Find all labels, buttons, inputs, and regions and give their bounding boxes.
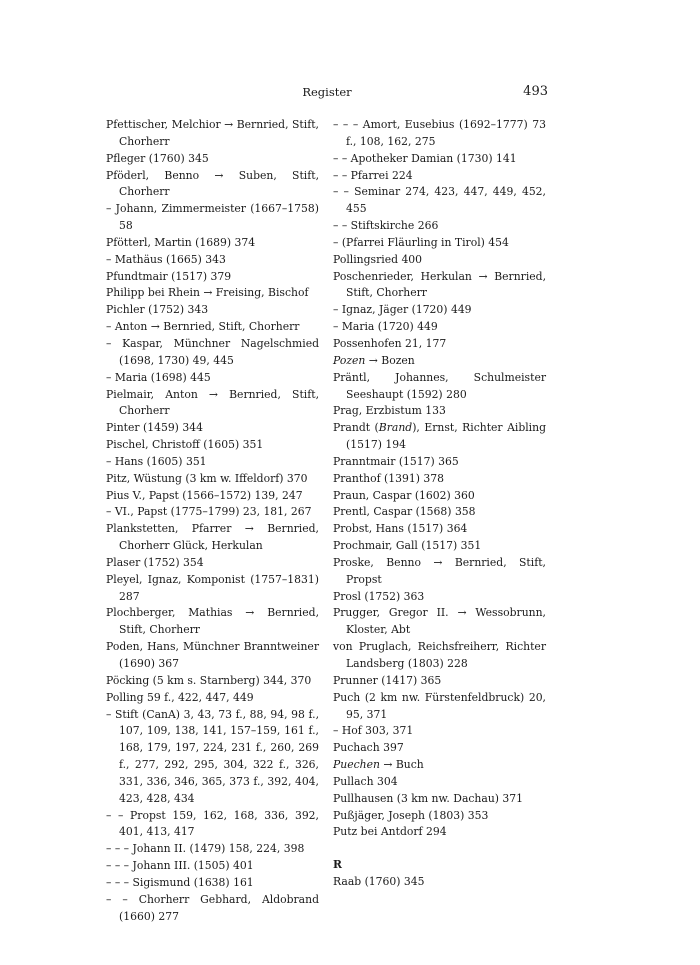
index-entry: – – – Johann III. (1505) 401	[106, 859, 254, 873]
index-entry: – Johann, Zimmermeister (1667–1758) 58	[106, 202, 319, 233]
index-entry: – Maria (1720) 449	[333, 320, 438, 334]
index-entry: Pöcking (5 km s. Starnberg) 344, 370	[106, 673, 312, 687]
index-entry: Poschenrieder, Herkulan → Bernried, Stift, Chorherr	[333, 269, 546, 300]
index-entry: Pranntmair (1517) 365	[333, 454, 459, 468]
index-entry: – Anton → Bernried, Stift, Chorherr	[106, 320, 300, 334]
index-entry: Prentl, Caspar (1568) 358	[333, 505, 476, 519]
index-entry: – Ignaz, Jäger (1720) 449	[333, 303, 472, 317]
index-column-right	[333, 117, 546, 891]
index-entry: Prugger, Gregor II. → Wessobrunn, Kloster, Abt	[333, 606, 546, 637]
index-entry: – Hans (1605) 351	[106, 454, 207, 468]
index-entry: – – – Johann II. (1479) 158, 224, 398	[106, 842, 305, 856]
index-entry: Prag, Erzbistum 133	[333, 404, 446, 418]
section-spacer	[333, 841, 546, 857]
section-letter: R	[333, 858, 342, 872]
index-entry: Präntl, Johannes, Schulmeister Seeshaupt (1592) 280	[333, 370, 546, 401]
index-entry: Raab (1760) 345	[333, 875, 425, 889]
index-entry: Pföderl, Benno → Suben, Stift, Chorherr	[106, 168, 319, 199]
index-entry: Pußjäger, Joseph (1803) 353	[333, 808, 489, 822]
index-entry: Prunner (1417) 365	[333, 673, 442, 687]
index-entry: Prochmair, Gall (1517) 351	[333, 539, 482, 553]
index-entry: Pius V., Papst (1566–1572) 139, 247	[106, 488, 303, 502]
index-entry: – Kaspar, Münchner Nagelschmied (1698, 1730) 49, 445	[106, 336, 319, 367]
index-entry: Pleyel, Ignaz, Komponist (1757–1831) 287	[106, 572, 319, 603]
index-entry: Plankstetten, Pfarrer → Bernried, Chorherr Glück, Herkulan	[106, 522, 319, 553]
index-entry: – – – Sigismund (1638) 161	[106, 875, 254, 889]
index-entry: Possenhofen 21, 177	[333, 336, 447, 350]
index-entry: Plaser (1752) 354	[106, 555, 204, 569]
index-column-left	[106, 117, 319, 926]
index-entry: Pfundtmair (1517) 379	[106, 269, 232, 283]
index-entry: Poden, Hans, Münchner Branntweiner (1690) 367	[106, 640, 319, 670]
index-entry: – VI., Papst (1775–1799) 23, 181, 267	[106, 505, 312, 519]
index-entry: Putz bei Antdorf 294	[333, 825, 447, 839]
page-header	[106, 85, 548, 103]
index-entry: – Mathäus (1665) 343	[106, 252, 226, 266]
page-number: 493	[523, 84, 548, 99]
index-entry: – Hof 303, 371	[333, 724, 414, 738]
index-entry: Puchach 397	[333, 741, 404, 755]
index-entry: – – Propst 159, 162, 168, 336, 392, 401, 413, 417	[106, 808, 319, 839]
index-entry: von Pruglach, Reichsfreiherr, Richter Landsberg (1803) 228	[333, 640, 546, 670]
index-entry: Probst, Hans (1517) 364	[333, 522, 468, 536]
index-entry: Pfettischer, Melchior → Bernried, Stift, Chorherr	[106, 118, 319, 148]
index-entry: Proske, Benno → Bernried, Stift, Propst	[333, 555, 546, 586]
index-entry: – (Pfarrei Fläurling in Tirol) 454	[333, 235, 509, 249]
index-entry: – – Seminar 274, 423, 447, 449, 452, 455	[333, 185, 546, 216]
index-entry: Pollingsried 400	[333, 252, 423, 266]
index-entry: Pischel, Christoff (1605) 351	[106, 438, 264, 452]
index-entry: Pfötterl, Martin (1689) 374	[106, 235, 256, 249]
index-entry: – – Stiftskirche 266	[333, 219, 439, 233]
index-entry: Pullhausen (3 km nw. Dachau) 371	[333, 791, 524, 805]
index-entry: – – – Amort, Eusebius (1692–1777) 73 f., 108, 162, 275	[333, 118, 546, 148]
index-entry: – – Apotheker Damian (1730) 141	[333, 151, 517, 165]
index-entry: Puch (2 km nw. Fürstenfeldbruck) 20, 95, 371	[333, 690, 546, 721]
index-entry: Puechen → Buch	[333, 758, 424, 772]
index-entry: Pranthof (1391) 378	[333, 471, 444, 485]
running-title: Register	[302, 85, 352, 99]
index-entry: Pichler (1752) 343	[106, 303, 209, 317]
index-entry: Pullach 304	[333, 774, 398, 788]
index-entry: Pozen → Bozen	[333, 353, 415, 367]
index-entry: – Stift (CanA) 3, 43, 73 f., 88, 94, 98 f., 107, 109, 138, 141, 157–159, 161 f., 168, 179, 197, 224, 231 f., 260, 269 f., 277, 292, 295, 304, 322 f., 326, 331, 336, 346, 365, 373 f., 392, 404, 423, 428, 434	[106, 707, 319, 805]
index-entry: – – Chorherr Gebhard, Aldobrand (1660) 277	[106, 892, 319, 923]
index-entry: Philipp bei Rhein → Freising, Bischof	[106, 286, 309, 300]
index-entry: Polling 59 f., 422, 447, 449	[106, 690, 254, 704]
index-entry: Plochberger, Mathias → Bernried, Stift, Chorherr	[106, 606, 319, 637]
index-entry: Pitz, Wüstung (3 km w. Iffeldorf) 370	[106, 471, 308, 485]
index-entry: Prosl (1752) 363	[333, 589, 425, 603]
index-entry: Pfleger (1760) 345	[106, 151, 209, 165]
index-entry: Pielmair, Anton → Bernried, Stift, Chorherr	[106, 387, 319, 418]
index-entry: – – Pfarrei 224	[333, 168, 413, 182]
index-entry: – Maria (1698) 445	[106, 370, 211, 384]
index-entry: Prandt (Brand), Ernst, Richter Aibling (1517) 194	[333, 421, 547, 452]
index-entry: Pinter (1459) 344	[106, 421, 203, 435]
index-entry: Praun, Caspar (1602) 360	[333, 488, 475, 502]
